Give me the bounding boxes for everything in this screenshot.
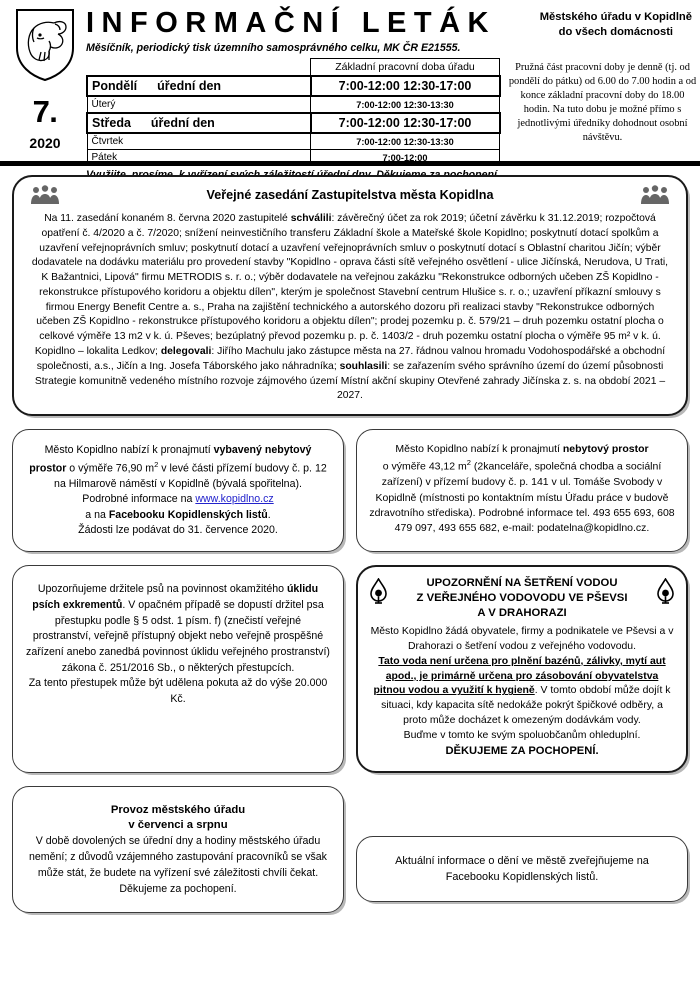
people-group-icon <box>640 184 670 204</box>
table-row <box>87 96 500 113</box>
masthead <box>0 0 700 166</box>
day-cell <box>87 133 311 150</box>
table-row <box>87 150 500 166</box>
rental-right-contact: Podrobné informace tel. 493 655 693, 608 479 097, 493 655 682, e-mail: podatelna@kopidlno.cz. <box>394 506 675 535</box>
assembly-body-3: : se zařazením svého správního území do území působnosti Strategie komunitně vedeného místního rozvoje zájmového území Místní akční skupiny Otevřené zahrady Jičínska z. s. na období 2021 – 2027. <box>34 360 666 402</box>
hours-cell: 7:00-12:00 12:30-13:30 <box>311 133 500 150</box>
water-closing-text: Buďme v tomto ke svým spoluobčanům ohleduplní. <box>403 729 641 741</box>
hours-header-label: Základní pracovní doba úřadu <box>311 59 500 77</box>
rental-right-part1: Město Kopidlno nabízí k pronajmutí <box>395 443 563 456</box>
summer-office-body: V době dovolených se úřední dny a hodiny městského úřadu nemění; z důvodů vzájemného zastupování pracovníků se však může stát, že budete na vyřízení své záležitosti chvíli čekat. <box>29 835 327 879</box>
content-area <box>0 166 700 913</box>
office-hours-table <box>86 58 501 166</box>
goat-head-shield-crest-icon <box>14 8 76 82</box>
day-name: Pondělí <box>92 79 138 94</box>
issue-year: 2020 <box>29 135 61 151</box>
water-rest-text: . V tomto období může dojít k situaci, kdy kapacita sítě nedokáže pokrýt špičkové odběry, a proto může docházet k omezeným dodávkám vody. <box>381 685 671 727</box>
rental-offer-left-box <box>12 429 344 552</box>
keyword-schvalili: schválili <box>290 213 332 224</box>
day-tag: úřední den <box>150 116 215 131</box>
day-cell <box>87 76 311 96</box>
water-heading-line-1: UPOZORNĚNÍ NA ŠETŘENÍ VODOU <box>426 577 618 590</box>
dog-waste-notice-box <box>12 565 344 772</box>
rental-right-keyword: nebytový prostor <box>562 443 649 456</box>
table-row <box>87 76 500 96</box>
summer-office-hours-box <box>12 786 344 913</box>
water-body-text <box>369 655 675 729</box>
day-name: Úterý <box>91 99 116 111</box>
dogs-part2: . V opačném případě se dopustí držitel psa přestupku podle § 5 odst. 1 písm. f) (znečistí veřejné prostranství, veřejně přístupný objekt nebo veřejně prospěšné zařízení anebo zanedbá povinnost úklidu veřejného prostranství) zákona č. 251/2016 Sb., o některých přestupcích. <box>26 599 330 674</box>
hours-cell: 7:00-12:00 12:30-17:00 <box>311 113 500 133</box>
flexible-hours-note: Pružná část pracovní doby je denně (tj. od pondělí do pátku) od 6.00 do 7.00 hodin a od konce základní pracovní doby do 18.00 hodin. Na tuto dobu je možné přímo s jednotlivými úředníky dohodnout osobní návštěvu. <box>508 62 697 143</box>
assembly-body-2: : Jiřího Machulu jako zástupce města na 27. řádnou valnou hromadu Vodohospodářské a obchodní společnosti, a.s., Jičín a Ing. Josefa Táborského jako náhradníka; <box>36 346 666 372</box>
day-name: Středa <box>92 116 131 131</box>
assembly-intro: Na 11. zasedání konaném 8. června 2020 zastupitelé <box>44 213 291 224</box>
table-header-row <box>87 59 500 77</box>
water-heading-row <box>369 576 675 621</box>
dogs-part1: Upozorňujeme držitele psů na povinnost okamžitého <box>37 583 287 596</box>
water-heading-line-3: A V DRAHORAZI <box>477 607 567 620</box>
subtitle-line-1: Městského úřadu v Kopidlně <box>539 11 692 23</box>
rental-offers-row <box>12 429 688 552</box>
rental-left-part2: o výměře 76,90 m <box>66 462 155 475</box>
hours-cell: 7:00-12:00 12:30-13:30 <box>311 96 500 113</box>
keyword-delegovali: delegovali <box>160 346 212 358</box>
water-thanks-text: DĚKUJEME ZA POCHOPENÍ. <box>445 744 599 757</box>
rental-right-part2: o výměře 43,12 m <box>382 460 467 473</box>
assembly-body-text <box>28 212 672 404</box>
summer-office-title-line-1: Provoz městského úřadu <box>110 803 246 816</box>
day-name: Pátek <box>91 152 118 164</box>
dogs-fine-text: Za tento přestupek může být udělena pokuta až do výše 20.000 Kč. <box>28 677 328 706</box>
rental-left-part5: a na <box>85 508 109 521</box>
water-drop-tap-icon <box>369 578 388 604</box>
water-intro-text: Město Kopidlno žádá obyvatele, firmy a podnikatele ve Pševsi a v Drahorazi o šetření vodou z veřejného vodovodu. <box>370 626 674 652</box>
notices-row <box>12 565 688 772</box>
rental-left-part6: . <box>267 508 271 521</box>
assembly-report-box <box>12 175 688 416</box>
hours-cell: 7:00-12:00 12:30-17:00 <box>311 76 500 96</box>
rental-right-sup: 2 <box>466 458 471 468</box>
summer-office-thanks: Děkujeme za pochopení. <box>119 882 237 895</box>
rental-left-keyword: vybavený nebytový prostor <box>29 444 312 475</box>
publication-tagline: Měsíčník, periodický tisk územního samosprávného celku, MK ČR E21555. <box>86 42 461 55</box>
assembly-body-1: : závěrečný účet za rok 2019; účetní závěrku k 31.12.2019; rozpočtová opatření č. 4/2020 a č. 7/2020; snížení neinvestičního transferu Základní škole a Mateřské škole Kopidlno; poskytnutí dotací spolkům a uzavření veřejnoprávních smluv; poskytnutí dotací a uzavření veřejnoprávních smluv o poskytnutí dotací s Oblastní charitou Jičín; výběr dodavatele na dodávku materiálu pro provedení stavby "Kopidlno - oprava části sítě veřejného osvětlení - ulice Jičínská, Nerudova, U Trati, K Bažantnici, Lipová" firmu METRODIS s. r. o.; výběr dodavatele na veřejnou zakázku "Rekonstrukce odborných učeben ZŠ Kopidlno - rekonstrukce přístupového koridoru a objektu dílen", kterým je společnost Stavební centrum Hlušice s. r. o.; uzavření příkazní smlouvy s firmou Energy Benefit Centre a. s., Praha na zajištění technického a autorského dozoru při realizaci stavby "Rekonstrukce odborných učeben ZŠ Kopidlno - rekonstrukce přístupového koridoru a objektu dílen"; prodej pozemku p. č. 579/21 – druh pozemku ostatní plocha o celkové výměře 13 m2 v k. ú. Pševes; bezúplatný převod pozemku p. p. č. 1403/2 - druh pozemku ostatní plocha o výměře 95 m² v k. ú. Kopidlno – lokalita Ledkov; <box>31 213 669 358</box>
bottom-row <box>12 786 688 913</box>
subtitle-line-2: do všech domácnosti <box>558 26 674 39</box>
assembly-heading: Veřejné zasedání Zastupitelstva města Kopidlna <box>206 188 494 202</box>
rental-left-part3: v levé části přízemí budovy č. p. 12 na Hilmarově náměstí v Kopidlně (bývalá spořitelna). <box>54 462 327 490</box>
dogs-keyword: úklidu psích exkrementů <box>32 583 319 612</box>
day-tag: úřední den <box>157 79 222 94</box>
page-title: INFORMAČNÍ LETÁK <box>86 7 496 39</box>
summer-office-title <box>25 803 331 834</box>
rental-offer-right-box <box>356 429 688 552</box>
rental-left-sup: 2 <box>154 459 159 469</box>
masthead-subtitle <box>536 6 692 40</box>
facebook-info-text: Aktuální informace o dění ve městě zveřejňujeme na Facebooku Kopidlenských listů. <box>395 854 649 884</box>
water-heading-line-2: Z VEŘEJNÉHO VODOVODU VE PŠEVSI <box>416 592 628 605</box>
summer-office-title-line-2: v červenci a srpnu <box>128 818 228 831</box>
day-cell <box>87 150 311 166</box>
keyword-souhlasili: souhlasili <box>339 360 388 372</box>
kopidlno-website-link[interactable]: www.kopidlno.cz <box>195 493 274 506</box>
water-saving-notice-box <box>356 565 688 772</box>
issue-number: 7. <box>32 94 58 129</box>
facebook-keyword: Facebooku Kopidlenských listů <box>108 508 268 521</box>
header-spacer <box>87 59 311 77</box>
water-emphasis-text: Tato voda není určena pro plnění bazénů, zálivky, mytí aut apod., je primárně určena pro zásobování obyvatelstva pitnou vodou a využití k hygieně <box>373 655 666 697</box>
rental-right-part3: (2kanceláře, společná chodba a sociální zařízení) v přízemí budovy č. p. 141 v ul. Tomáše Svobody v Kopidlně (místnosti po kontaktním místu Úřadu práce v budově zdravotního střediska). <box>369 460 669 519</box>
day-cell <box>87 113 311 133</box>
people-group-icon <box>30 184 60 204</box>
rental-left-deadline: Žádosti lze podávat do 31. července 2020. <box>78 523 278 536</box>
facebook-info-box <box>356 836 688 903</box>
rental-left-part4: Podrobné informace na <box>82 493 196 506</box>
day-name: Čtvrtek <box>91 136 124 148</box>
assembly-heading-row <box>28 185 672 205</box>
day-cell <box>87 96 311 113</box>
hours-cell: 7:00-12:00 <box>311 150 500 166</box>
water-drop-tap-icon <box>656 578 675 604</box>
rental-left-part1: Město Kopidlno nabízí k pronajmutí <box>44 444 214 457</box>
table-row <box>87 113 500 133</box>
crest-column <box>8 6 82 151</box>
table-row <box>87 133 500 150</box>
